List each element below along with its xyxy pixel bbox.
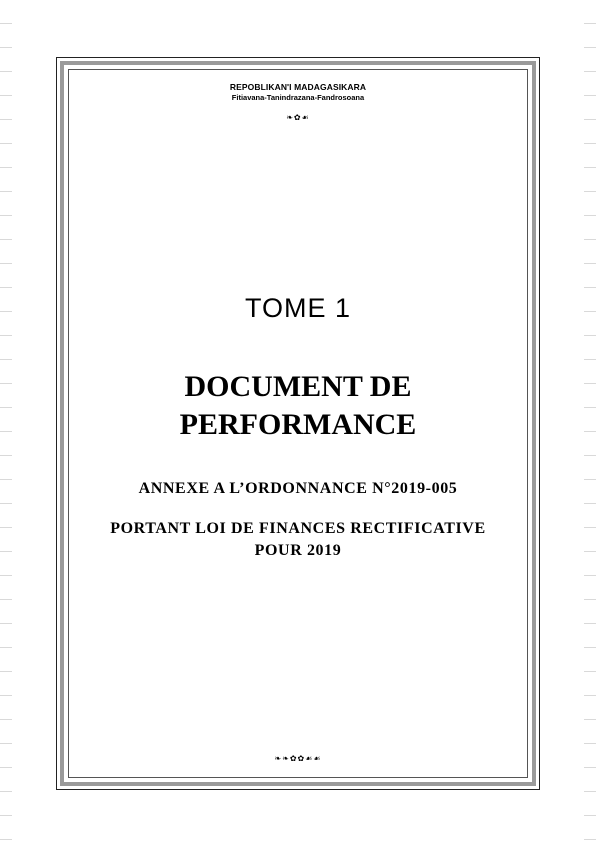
document-title-line-2: PERFORMANCE	[179, 408, 417, 441]
document-title	[0, 368, 596, 444]
law-description-line-2: POUR 2019	[254, 542, 342, 559]
national-motto: Fitiavana-Tanindrazana-Fandrosoana	[231, 93, 365, 102]
document-header	[0, 82, 596, 102]
header-ornament: ❧✿☙	[286, 113, 310, 122]
law-description-line-1: PORTANT LOI DE FINANCES RECTIFICATIVE	[110, 520, 486, 537]
annex-reference: ANNEXE A L’ORDONNANCE N°2019-005	[138, 480, 458, 497]
tome-label: TOME 1	[244, 293, 352, 323]
country-name: REPOBLIKAN'I MADAGASIKARA	[229, 82, 367, 92]
law-description	[0, 518, 596, 562]
footer-ornament: ❧❧✿✿☙☙	[274, 754, 322, 763]
document-title-line-1: DOCUMENT DE	[184, 370, 412, 403]
